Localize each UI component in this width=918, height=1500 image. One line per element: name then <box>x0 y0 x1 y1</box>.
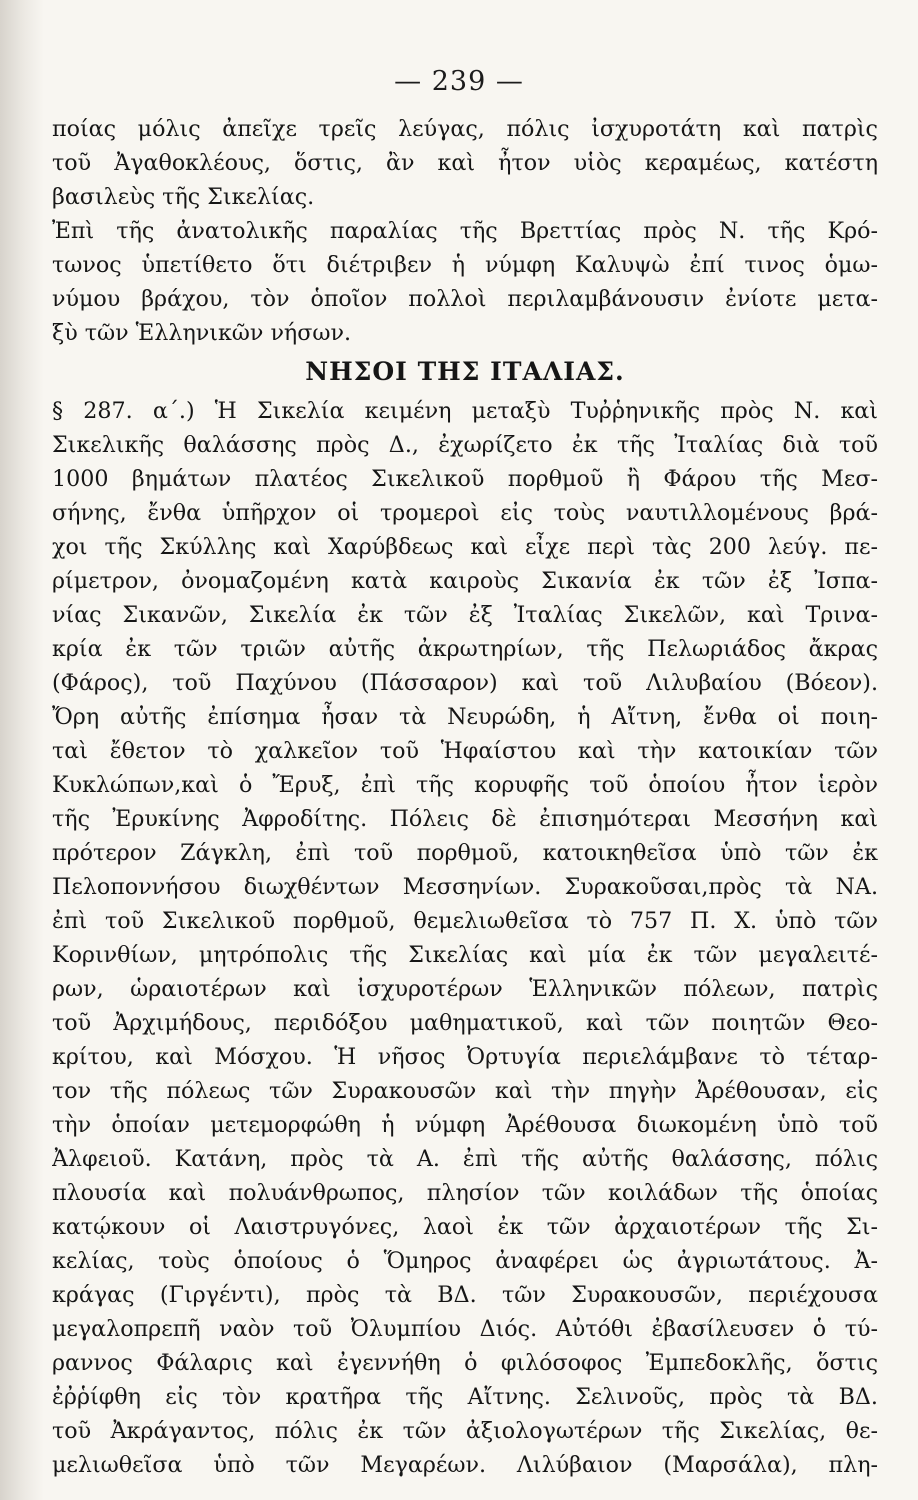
text-line: μεγαλοπρεπῆ ναὸν τοῦ Ὀλυμπίου Διός. Αὐτόθι ἐβασίλευσεν ὁ τύ- <box>52 1316 878 1342</box>
text-line: τὴν ὁποίαν μετεμορφώθη ἡ νύμφη Ἀρέθουσα διωκομένη ὑπὸ τοῦ <box>52 1112 878 1138</box>
text-line: τῆς Ἐρυκίνης Ἀφροδίτης. Πόλεις δὲ ἐπισημότεραι Μεσσήνη καὶ <box>52 806 878 832</box>
paragraph-before <box>52 112 878 350</box>
text-line: ταὶ ἔθετον τὸ χαλκεῖον τοῦ Ἡφαίστου καὶ τὴν κατοικίαν τῶν <box>52 738 878 764</box>
text-line: Κυκλώπων,καὶ ὁ Ἔρυξ, ἐπὶ τῆς κορυφῆς τοῦ ὁποίου ἦτον ἱερὸν <box>52 772 878 798</box>
text-line: § 287. α΄.) Ἡ Σικελία κειμένη μεταξὺ Τυῤῥηνικῆς πρὸς Ν. καὶ <box>52 398 878 424</box>
paragraph-section-287 <box>52 394 878 1482</box>
text-line: ξὺ τῶν Ἑλληνικῶν νήσων. <box>52 320 352 346</box>
page-number: — 239 — <box>394 66 524 97</box>
text-line: κατῴκουν οἱ Λαιστρυγόνες, λαοὶ ἐκ τῶν ἀρχαιοτέρων τῆς Σι- <box>52 1214 878 1240</box>
text-line: πλουσία καὶ πολυάνθρωπος, πλησίον τῶν κοιλάδων τῆς ὁποίας <box>52 1180 878 1206</box>
text-line: τοῦ Ἀγαθοκλέους, ὅστις, ἂν καὶ ἦτον υἱὸς κεραμέως, κατέστη <box>52 150 878 176</box>
text-line: (Φάρος), τοῦ Παχύνου (Πάσσαρον) καὶ τοῦ Λιλυβαίου (Βόεον). <box>52 670 878 696</box>
text-line: Ὄρη αὐτῆς ἐπίσημα ἦσαν τὰ Νευρώδη, ἡ Αἴτνη, ἔνθα οἱ ποιη- <box>52 704 878 730</box>
page-gutter-shadow <box>0 0 44 1500</box>
text-line: μελιωθεῖσα ὑπὸ τῶν Μεγαρέων. Λιλύβαιον (Μαρσάλα), πλη- <box>52 1452 878 1478</box>
section-heading: ΝΗΣΟΙ ΤΗΣ ΙΤΑΛΙΑΣ. <box>305 357 625 386</box>
text-line: νύμου βράχου, τὸν ὁποῖον πολλοὶ περιλαμβάνουσιν ἐνίοτε μετα- <box>52 286 878 312</box>
text-line: Ἀλφειοῦ. Κατάνη, πρὸς τὰ Α. ἐπὶ τῆς αὐτῆς θαλάσσης, πόλις <box>52 1146 878 1172</box>
text-line: τον τῆς πόλεως τῶν Συρακουσῶν καὶ τὴν πηγὴν Ἀρέθουσαν, εἰς <box>52 1078 878 1104</box>
text-line: τοῦ Ἀκράγαντος, πόλις ἐκ τῶν ἀξιολογωτέρων τῆς Σικελίας, θε- <box>52 1418 878 1444</box>
text-line: πρότερον Ζάγκλη, ἐπὶ τοῦ πορθμοῦ, κατοικηθεῖσα ὑπὸ τῶν ἐκ <box>52 840 878 866</box>
text-line: ρων, ὡραιοτέρων καὶ ἰσχυροτέρων Ἑλληνικῶν πόλεων, πατρὶς <box>52 976 878 1002</box>
text-line: ραννος Φάλαρις καὶ ἐγεννήθη ὁ φιλόσοφος Ἐμπεδοκλῆς, ὅστις <box>52 1350 878 1376</box>
text-line: χοι τῆς Σκύλλης καὶ Χαρύβδεως καὶ εἶχε περὶ τὰς 200 λεύγ. πε- <box>52 534 878 560</box>
text-line: Πελοποννήσου διωχθέντων Μεσσηνίων. Συρακοῦσαι,πρὸς τὰ ΝΑ. <box>52 874 878 900</box>
text-line: νίας Σικανῶν, Σικελία ἐκ τῶν ἐξ Ἰταλίας Σικελῶν, καὶ Τρινα- <box>52 602 878 628</box>
text-line: ρίμετρον, ὀνομαζομένη κατὰ καιροὺς Σικανία ἐκ τῶν ἐξ Ἰσπα- <box>52 568 878 594</box>
text-line: Σικελικῆς θαλάσσης πρὸς Δ., ἐχωρίζετο ἐκ τῆς Ἰταλίας διὰ τοῦ <box>52 432 878 458</box>
text-line: κρία ἐκ τῶν τριῶν αὐτῆς ἀκρωτηρίων, τῆς Πελωριάδος ἄκρας <box>52 636 878 662</box>
text-line: τοῦ Ἀρχιμήδους, περιδόξου μαθηματικοῦ, καὶ τῶν ποιητῶν Θεο- <box>52 1010 878 1036</box>
text-line: κράγας (Γιργέντι), πρὸς τὰ ΒΔ. τῶν Συρακουσῶν, περιέχουσα <box>52 1282 878 1308</box>
page-body <box>52 112 878 1482</box>
text-line: βασιλεὺς τῆς Σικελίας. <box>52 184 315 210</box>
text-line: Ἐπὶ τῆς ἀνατολικῆς παραλίας τῆς Βρεττίας πρὸς Ν. τῆς Κρό- <box>52 218 878 244</box>
text-line: κελίας, τοὺς ὁποίους ὁ Ὅμηρος ἀναφέρει ὡς ἀγριωτάτους. Ἀ- <box>52 1248 878 1274</box>
text-line: ἐῤῥίφθη εἰς τὸν κρατῆρα τῆς Αἴτνης. Σελινοῦς, πρὸς τὰ ΒΔ. <box>52 1384 878 1410</box>
text-line: ἐπὶ τοῦ Σικελικοῦ πορθμοῦ, θεμελιωθεῖσα τὸ 757 Π. Χ. ὑπὸ τῶν <box>52 908 878 934</box>
text-line: Κορινθίων, μητρόπολις τῆς Σικελίας καὶ μία ἐκ τῶν μεγαλειτέ- <box>52 942 878 968</box>
text-line: σήνης, ἔνθα ὑπῆρχον οἱ τρομεροὶ εἰς τοὺς ναυτιλλομένους βρά- <box>52 500 878 526</box>
text-line: ποίας μόλις ἀπεῖχε τρεῖς λεύγας, πόλις ἰσχυροτάτη καὶ πατρὶς <box>52 116 878 142</box>
text-line: 1000 βημάτων πλατέος Σικελικοῦ πορθμοῦ ἢ Φάρου τῆς Μεσ- <box>52 466 878 492</box>
text-line: τωνος ὑπετίθετο ὅτι διέτριβεν ἡ νύμφη Καλυψὼ ἐπί τινος ὁμω- <box>52 252 878 278</box>
text-line: κρίτου, καὶ Μόσχου. Ἡ νῆσος Ὀρτυγία περιελάμβανε τὸ τέταρ- <box>52 1044 878 1070</box>
